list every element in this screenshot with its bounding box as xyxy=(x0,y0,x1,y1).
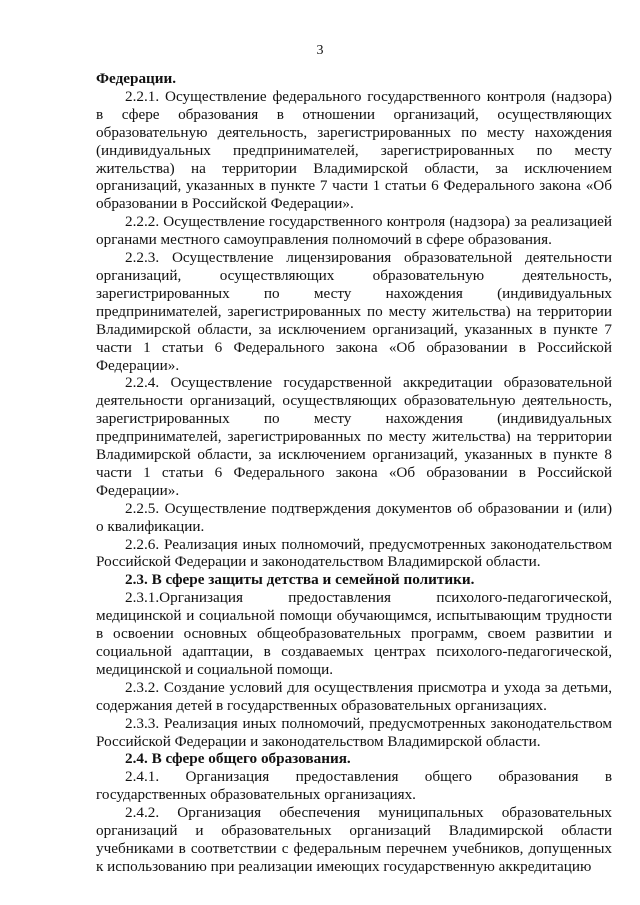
paragraph: 2.2.5. Осуществление подтверждения документов об образовании и (или) о квалификации. xyxy=(96,499,612,535)
paragraph: 2.2.2. Осуществление государственного контроля (надзора) за реализацией органами местного самоуправления полномочий в сфере образования. xyxy=(96,213,612,249)
paragraph: 2.2.4. Осуществление государственной аккредитации образовательной деятельности организаций, осуществляющих образовательную деятельность, зарегистрированных по месту нахождения (индивидуальных предпринимателей, зарегистрированных по месту жительства) на территории Владимирской области, за исключением организаций, указанных в пункте 8 части 1 статьи 6 Федерального закона «Об образовании в Российской Федерации». xyxy=(96,374,612,499)
section-heading: 2.4. В сфере общего образования. xyxy=(125,750,351,768)
paragraph: 2.2.3. Осуществление лицензирования образовательной деятельности организаций, осуществляющих образовательную деятельность, зарегистрированных по месту нахождения (индивидуальных предпринимателей, зарегистрированных по месту жительства) на территории Владимирской области, за исключением организаций, указанных в пункте 7 части 1 статьи 6 Федерального закона «Об образовании в Российской Федерации». xyxy=(96,249,612,374)
section-heading: 2.3. В сфере защиты детства и семейной политики. xyxy=(125,571,475,589)
page-number: 3 xyxy=(316,43,324,58)
paragraph: 2.4.1. Организация предоставления общего образования в государственных образовательных организациях. xyxy=(96,768,612,804)
section-heading: Федерации. xyxy=(96,70,177,87)
paragraph: 2.3.1.Организация предоставления психолого-педагогической, медицинской и социальной помощи обучающимся, испытывающим трудности в освоении основных общеобразовательных программ, своем развитии и социальной адаптации, в создаваемых центрах психолого-педагогической, медицинской и социальной помощи. xyxy=(96,589,612,678)
paragraph: 2.4.2. Организация обеспечения муниципальных образовательных организаций и образовательных организаций Владимирской области учебниками в соответствии с федеральным перечнем учебников, допущенных к использованию при реализации имеющих государственную аккредитацию xyxy=(96,804,612,875)
paragraph: 2.3.2. Создание условий для осуществления присмотра и ухода за детьми, содержания детей в государственных образовательных организациях. xyxy=(96,678,612,714)
document-body xyxy=(96,70,612,876)
paragraph: 2.3.3. Реализация иных полномочий, предусмотренных законодательством Российской Федерации и законодательством Владимирской области. xyxy=(96,714,612,750)
paragraph: 2.2.6. Реализация иных полномочий, предусмотренных законодательством Российской Федерации и законодательством Владимирской области. xyxy=(96,535,612,571)
paragraph: 2.2.1. Осуществление федерального государственного контроля (надзора) в сфере образования в отношении организаций, осуществляющих образовательную деятельность, зарегистрированных по месту нахождения (индивидуальных предпринимателей, зарегистрированных по месту жительства) на территории Владимирской области, за исключением организаций, указанных в пункте 7 части 1 статьи 6 Федерального закона «Об образовании в Российской Федерации». xyxy=(96,87,612,213)
